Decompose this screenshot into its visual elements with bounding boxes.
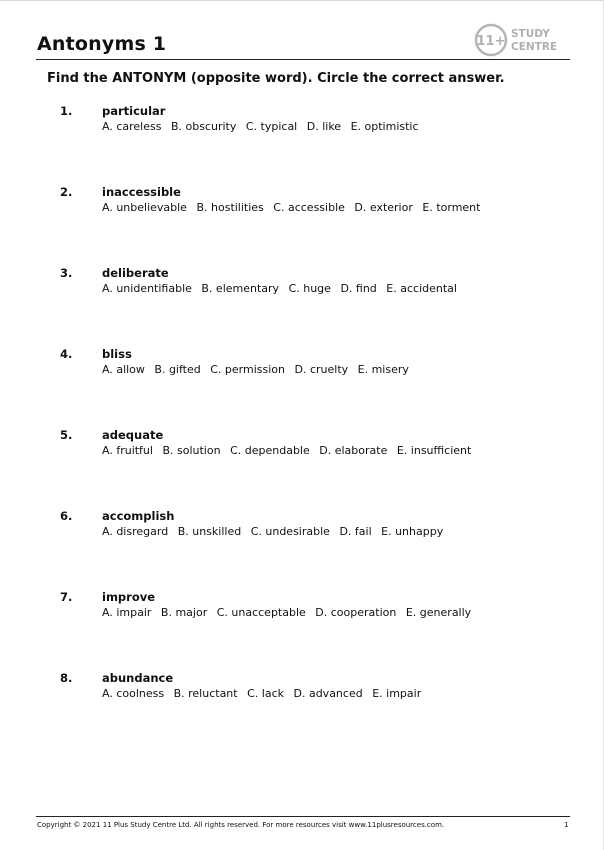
question-word: inaccessible (102, 185, 181, 199)
option-a[interactable]: A. impair (102, 606, 152, 619)
option-d[interactable]: D. cruelty (294, 363, 349, 376)
question-word: abundance (102, 671, 174, 685)
option-a[interactable]: A. coolness (102, 687, 165, 700)
option-b[interactable]: B. solution (162, 444, 221, 457)
option-d[interactable]: D. elaborate (319, 444, 388, 457)
option-d[interactable]: D. exterior (354, 201, 413, 214)
page-number: 1 (564, 821, 569, 829)
option-a[interactable]: A. disregard (102, 525, 169, 538)
option-e[interactable]: E. optimistic (350, 120, 419, 133)
question-number: 5. (60, 428, 73, 442)
question-item (0, 347, 604, 387)
option-a[interactable]: A. fruitful (102, 444, 153, 457)
question-word: deliberate (102, 266, 169, 280)
option-b[interactable]: B. major (160, 606, 208, 619)
question-number: 8. (60, 671, 73, 685)
option-c[interactable]: C. undesirable (250, 525, 330, 538)
question-number: 2. (60, 185, 73, 199)
question-item (0, 104, 604, 144)
answer-options (102, 444, 477, 457)
question-item (0, 509, 604, 549)
option-a[interactable]: A. unbelievable (102, 201, 187, 214)
question-item (0, 428, 604, 468)
question-word: adequate (102, 428, 164, 442)
option-e[interactable]: E. generally (405, 606, 472, 619)
answer-options (102, 282, 463, 295)
option-c[interactable]: C. permission (210, 363, 285, 376)
option-c[interactable]: C. lack (247, 687, 284, 700)
option-e[interactable]: E. accidental (386, 282, 457, 295)
option-b[interactable]: B. unskilled (177, 525, 242, 538)
answer-options (102, 120, 425, 133)
header-divider (36, 59, 570, 60)
option-e[interactable]: E. insufficient (396, 444, 472, 457)
question-word: improve (102, 590, 156, 604)
question-word: accomplish (102, 509, 175, 523)
question-word: bliss (102, 347, 132, 361)
logo-mark-text: 11+ (476, 34, 506, 49)
question-item (0, 266, 604, 306)
option-d[interactable]: D. like (306, 120, 342, 133)
logo-word-centre: CENTRE (511, 41, 558, 53)
option-c[interactable]: C. unacceptable (216, 606, 306, 619)
option-a[interactable]: A. unidentifiable (102, 282, 192, 295)
question-number: 3. (60, 266, 73, 280)
option-b[interactable]: B. elementary (201, 282, 280, 295)
answer-options (102, 606, 477, 619)
copyright-footer: Copyright © 2021 11 Plus Study Centre Ltd. All rights reserved. For more resources visit www.11plusresources.com. (37, 821, 445, 829)
option-d[interactable]: D. find (340, 282, 377, 295)
page-edge-top (0, 0, 604, 1)
option-a[interactable]: A. careless (102, 120, 162, 133)
option-e[interactable]: E. misery (357, 363, 409, 376)
option-b[interactable]: B. hostilities (196, 201, 264, 214)
answer-options (102, 363, 415, 376)
question-word: particular (102, 104, 166, 118)
option-b[interactable]: B. obscurity (170, 120, 237, 133)
question-item (0, 671, 604, 711)
question-number: 1. (60, 104, 73, 118)
instruction-text: Find the ANTONYM (opposite word). Circle the correct answer. (47, 71, 505, 86)
option-b[interactable]: B. reluctant (173, 687, 238, 700)
question-number: 7. (60, 590, 73, 604)
answer-options (102, 687, 427, 700)
question-number: 4. (60, 347, 73, 361)
question-item (0, 590, 604, 630)
footer-divider (36, 816, 570, 817)
option-c[interactable]: C. dependable (230, 444, 310, 457)
option-d[interactable]: D. fail (339, 525, 372, 538)
study-centre-logo (474, 23, 574, 57)
option-c[interactable]: C. typical (245, 120, 298, 133)
option-e[interactable]: E. torment (422, 201, 481, 214)
option-d[interactable]: D. cooperation (315, 606, 397, 619)
option-d[interactable]: D. advanced (293, 687, 363, 700)
option-e[interactable]: E. impair (372, 687, 422, 700)
page-title: Antonyms 1 (37, 33, 167, 55)
option-c[interactable]: C. accessible (273, 201, 345, 214)
option-b[interactable]: B. gifted (154, 363, 201, 376)
answer-options (102, 201, 486, 214)
question-number: 6. (60, 509, 73, 523)
answer-options (102, 525, 449, 538)
option-e[interactable]: E. unhappy (381, 525, 444, 538)
option-a[interactable]: A. allow (102, 363, 145, 376)
logo-word-study: STUDY (511, 28, 550, 40)
question-item (0, 185, 604, 225)
option-c[interactable]: C. huge (288, 282, 331, 295)
